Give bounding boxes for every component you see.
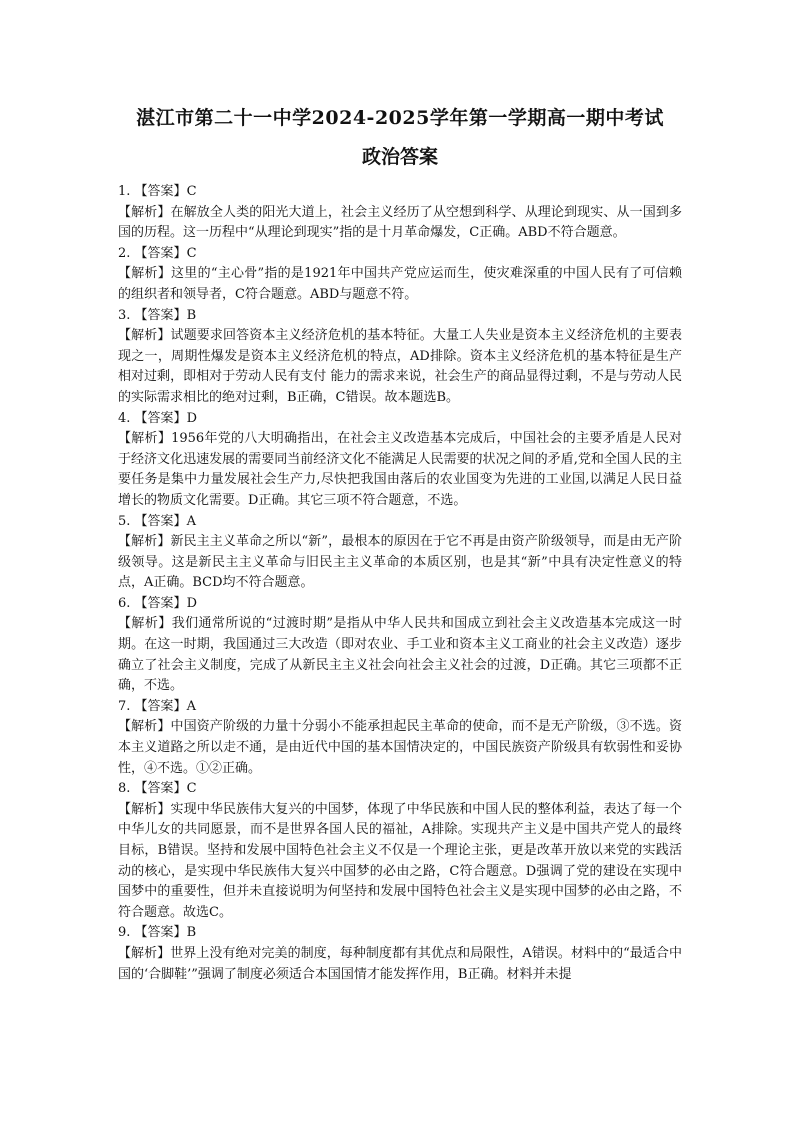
analysis-paragraph bbox=[118, 429, 682, 511]
question-number: 2. bbox=[118, 245, 131, 261]
analysis-label: 【解析】 bbox=[118, 328, 171, 344]
question-number: 7. bbox=[118, 698, 131, 714]
analysis-label: 【解析】 bbox=[118, 719, 171, 735]
answer-item bbox=[118, 594, 682, 697]
analysis-text: 世界上没有绝对完美的制度，每种制度都有其优点和局限性，A错误。材料中的“最适合中国的‘合脚鞋’”强调了制度必须适合本国国情才能发挥作用，B正确。材料并未提 bbox=[118, 945, 682, 982]
analysis-paragraph bbox=[118, 717, 682, 779]
answer-value: D bbox=[186, 410, 197, 426]
question-number: 1. bbox=[118, 184, 131, 199]
analysis-paragraph bbox=[118, 326, 682, 408]
answer-item bbox=[118, 512, 682, 594]
answer-line bbox=[118, 182, 682, 203]
analysis-label: 【解析】 bbox=[118, 801, 171, 817]
answer-label: 【答案】 bbox=[134, 307, 187, 323]
answer-value: D bbox=[186, 595, 197, 611]
question-number: 4. bbox=[118, 410, 131, 426]
answer-item bbox=[118, 923, 682, 985]
page-title: 湛江市第二十一中学2024-2025学年第一学期高一期中考试 bbox=[136, 107, 664, 129]
analysis-paragraph bbox=[118, 532, 682, 594]
analysis-paragraph bbox=[118, 614, 682, 696]
analysis-text: 试题要求回答资本主义经济危机的基本特征。大量工人失业是资本主义经济危机的主要表现之一，周期性爆发是资本主义经济危机的特点，AD排除。资本主义经济危机的基本特征是生产相对过剩，即相对于劳动人民有支付 能力的需求来说，社会生产的商品显得过剩，不是与劳动人民的实际需求相比的绝对过剩，B正确，C错误。故本题选B。 bbox=[118, 328, 682, 405]
answer-item bbox=[118, 182, 682, 244]
analysis-label: 【解析】 bbox=[118, 534, 171, 550]
analysis-label: 【解析】 bbox=[118, 616, 172, 632]
answer-value: C bbox=[186, 184, 197, 199]
answer-item bbox=[118, 779, 682, 923]
answer-item bbox=[118, 306, 682, 409]
answer-value: B bbox=[186, 307, 197, 323]
answer-label: 【答案】 bbox=[134, 595, 187, 611]
analysis-text: 在解放全人类的阳光大道上，社会主义经历了从空想到科学、从理论到现实、从一国到多国的历程。这一历程中“从理论到现实”指的是十月革命爆发，C正确。ABD不符合题意。 bbox=[118, 204, 682, 241]
answer-value: C bbox=[186, 245, 197, 261]
analysis-label: 【解析】 bbox=[118, 266, 172, 282]
answer-item bbox=[118, 409, 682, 512]
answer-line bbox=[118, 697, 682, 718]
answer-value: C bbox=[186, 781, 197, 797]
answer-value: B bbox=[186, 925, 197, 941]
answer-value: A bbox=[186, 513, 196, 529]
answer-label: 【答案】 bbox=[134, 245, 187, 261]
answer-list bbox=[118, 182, 682, 985]
answer-line bbox=[118, 779, 682, 800]
answer-label: 【答案】 bbox=[134, 698, 187, 714]
analysis-text: 中国资产阶级的力量十分弱小不能承担起民主革命的使命，而不是无产阶级，③不选。资本主义道路之所以走不通，是由近代中国的基本国情决定的，中国民族资产阶级具有软弱性和妥协性，④不选。①②正确。 bbox=[118, 719, 682, 776]
answer-line bbox=[118, 244, 682, 265]
question-number: 9. bbox=[118, 925, 131, 941]
answer-label: 【答案】 bbox=[134, 184, 187, 199]
analysis-paragraph bbox=[118, 944, 682, 985]
analysis-label: 【解析】 bbox=[118, 945, 171, 961]
analysis-text: 我们通常所说的“过渡时期”是指从中华人民共和国成立到社会主义改造基本完成这一时期。在这一时期，我国通过三大改造（即对农业、手工业和资本主义工商业的社会主义改造）逐步确立了社会主义制度，完成了从新民主主义社会向社会主义社会的过渡，D正确。其它三项都不正确，不选。 bbox=[118, 616, 682, 694]
analysis-paragraph bbox=[118, 264, 682, 305]
answer-line bbox=[118, 512, 682, 533]
answer-value: A bbox=[186, 698, 196, 714]
question-number: 5. bbox=[118, 513, 131, 529]
answer-item bbox=[118, 697, 682, 779]
answer-label: 【答案】 bbox=[134, 925, 187, 941]
analysis-label: 【解析】 bbox=[118, 431, 172, 447]
analysis-text: 1956年党的八大明确指出，在社会主义改造基本完成后，中国社会的主要矛盾是人民对于经济文化迅速发展的需要同当前经济文化不能满足人民需要的状况之间的矛盾,党和全国人民的主要任务是集中力量发展社会生产力,尽快把我国由落后的农业国变为先进的工业国,以满足人民日益增长的物质文化需要。D正确。其它三项不符合题意，不选。 bbox=[118, 431, 682, 508]
analysis-paragraph bbox=[118, 203, 682, 244]
answer-label: 【答案】 bbox=[134, 410, 187, 426]
answer-line bbox=[118, 594, 682, 615]
answer-label: 【答案】 bbox=[134, 513, 187, 529]
answer-line bbox=[118, 409, 682, 430]
question-number: 8. bbox=[118, 781, 131, 797]
answer-label: 【答案】 bbox=[134, 781, 187, 797]
question-number: 6. bbox=[118, 595, 131, 611]
analysis-text: 这里的“主心骨”指的是1921年中国共产党应运而生，使灾难深重的中国人民有了可信赖的组织者和领导者，C符合题意。ABD与题意不符。 bbox=[118, 266, 682, 302]
answer-line bbox=[118, 306, 682, 327]
analysis-paragraph bbox=[118, 800, 682, 924]
answer-item bbox=[118, 244, 682, 306]
answer-line bbox=[118, 923, 682, 944]
page-subtitle: 政治答案 bbox=[361, 146, 438, 168]
question-number: 3. bbox=[118, 307, 131, 323]
analysis-text: 实现中华民族伟大复兴的中国梦，体现了中华民族和中国人民的整体利益，表达了每一个中华儿女的共同愿景，而不是世界各国人民的福祉，A排除。实现共产主义是中国共产党人的最终目标，B错误。坚持和发展中国特色社会主义不仅是一个理论主张，更是改革开放以来党的实践活动的核心，是实现中华民族伟大复兴中国梦的必由之路，C符合题意。D强调了党的建设在实现中国梦中的重要性，但并未直接说明为何坚持和发展中国特色社会主义是实现中国梦的必由之路，不符合题意。故选C。 bbox=[118, 801, 682, 920]
analysis-text: 新民主主义革命之所以“新”，最根本的原因在于它不再是由资产阶级领导，而是由无产阶级领导。这是新民主主义革命与旧民主主义革命的本质区别，也是其“新”中具有决定性意义的特点，A正确。BCD均不符合题意。 bbox=[118, 534, 682, 591]
analysis-label: 【解析】 bbox=[118, 204, 171, 220]
